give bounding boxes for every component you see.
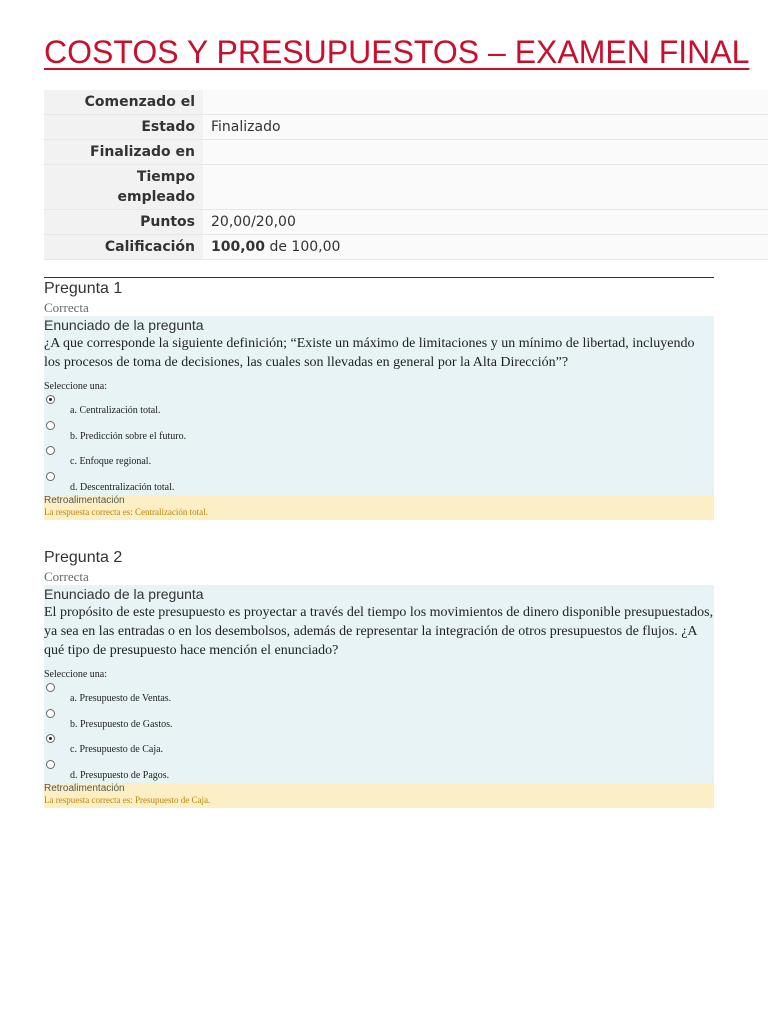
option-label: d. Descentralización total. [70,481,175,493]
feedback-title: Retroalimentación [44,495,125,507]
question-1 [44,279,714,520]
feedback-box [44,495,714,520]
feedback-title: Retroalimentación [44,783,125,795]
finished-label: Finalizado en [44,140,203,165]
select-prompt: Seleccione una: [44,669,108,680]
time-value [203,165,768,210]
grade-label: Calificación [44,235,203,260]
time-label [44,165,203,210]
grade-suffix: de 100,00 [265,239,341,255]
answer-option-c[interactable] [44,444,714,470]
points-value: 20,00/20,00 [203,210,768,235]
started-value [203,90,768,115]
statement-title: Enunciado de la pregunta [44,586,204,602]
question-number: Pregunta 1 [44,280,123,297]
points-label: Puntos [44,210,203,235]
answer-option-b[interactable] [44,419,714,445]
attempt-summary-table [44,90,768,260]
started-label: Comenzado el [44,90,203,115]
option-label: c. Enfoque regional. [70,456,152,468]
option-label: a. Centralización total. [70,405,161,416]
feedback-text: La respuesta correcta es: Centralización total. [44,507,208,518]
radio-button[interactable] [46,446,55,455]
summary-row-state [44,115,768,140]
question-number: Pregunta 2 [44,549,123,566]
answer-option-a[interactable] [44,681,714,707]
summary-row-grade [44,235,768,260]
radio-button[interactable] [46,472,55,481]
radio-button[interactable] [46,709,55,718]
summary-row-points [44,210,768,235]
question-content [44,316,714,495]
time-label-line-1: Tiempo [136,169,195,185]
feedback-box [44,783,714,808]
question-state: Correcta [44,569,89,584]
answer-option-b[interactable] [44,707,714,733]
option-label: b. Presupuesto de Gastos. [70,718,173,730]
question-state: Correcta [44,300,89,315]
radio-button[interactable] [46,760,55,769]
summary-row-finished [44,140,768,165]
grade-cell [203,235,768,260]
summary-row-started [44,90,768,115]
answer-option-d[interactable] [44,758,714,784]
question-2 [44,548,714,808]
answer-option-a[interactable] [44,393,714,419]
feedback-text: La respuesta correcta es: Presupuesto de Caja. [44,795,211,806]
option-label: a. Presupuesto de Ventas. [70,693,172,704]
grade-value: 100,00 [211,239,266,255]
time-label-line-2: empleado [117,189,195,205]
radio-button[interactable] [46,395,55,404]
question-content [44,585,714,783]
finished-value [203,140,768,165]
radio-button[interactable] [46,683,55,692]
statement-title: Enunciado de la pregunta [44,317,204,333]
page-title: COSTOS Y PRESUPUESTOS – EXAMEN FINAL [44,34,750,70]
radio-button[interactable] [46,734,55,743]
select-prompt: Seleccione una: [44,381,108,392]
answer-option-d[interactable] [44,470,714,496]
state-label: Estado [44,115,203,140]
option-label: c. Presupuesto de Caja. [70,744,164,756]
answer-option-c[interactable] [44,732,714,758]
radio-button[interactable] [46,421,55,430]
summary-row-time [44,165,768,210]
option-label: d. Presupuesto de Pagos. [70,769,170,781]
state-value: Finalizado [203,115,768,140]
option-label: b. Predicción sobre el futuro. [70,430,187,442]
section-divider [44,277,714,278]
question-text: ¿A que corresponde la siguiente definición; “Existe un máximo de limitaciones y un mínimo de libertad, incluyendo los procesos de toma de decisiones, las cuales son llevadas en general por la Alta Dirección”? [44,336,695,370]
question-text: El propósito de este presupuesto es proyectar a través del tiempo los movimientos de dinero disponible presupuestados, ya sea en las entradas o en los desembolsos, además de representar la integración de otros presupuestos de flujos. ¿A qué tipo de presupuesto hace mención el enunciado? [44,605,714,658]
